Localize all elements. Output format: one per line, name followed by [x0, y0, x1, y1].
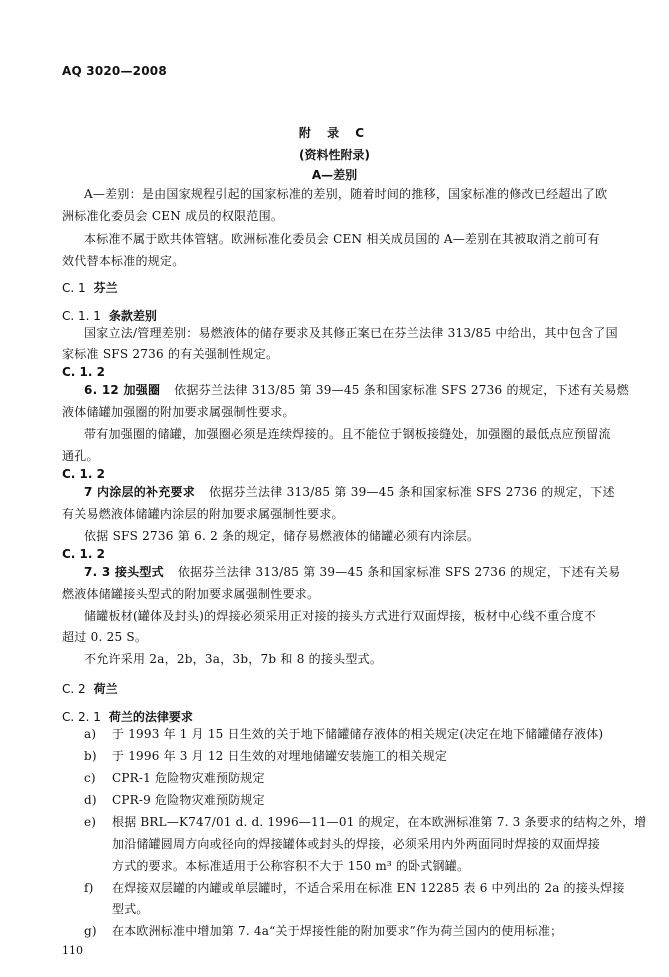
list-marker: g): [84, 924, 97, 938]
standard-code: AQ 3020—2008: [62, 64, 167, 78]
list-item-a: [84, 724, 603, 744]
section-number: C. 1. 2: [62, 467, 105, 481]
section-c12-heading-c: [62, 545, 105, 563]
intro-p1-line2: 洲标准化委员会 CEN 成员的权限范围。: [62, 209, 284, 223]
list-item-g: [84, 921, 562, 941]
c11-line2: 家标准 SFS 2736 的有关强制性规定。: [62, 347, 279, 361]
list-item-e: [84, 812, 646, 832]
list-item-c: [84, 768, 265, 788]
list-marker: d): [84, 793, 97, 807]
list-text: CPR-1 危险物灾难预防规定: [112, 771, 265, 785]
list-item-f-cont: 型式。: [112, 902, 149, 916]
section-number: C. 1. 2: [62, 365, 105, 379]
section-number: C. 1: [62, 281, 86, 295]
section-c12-heading-a: [62, 363, 105, 381]
appendix-heading: A—差别: [311, 168, 358, 182]
clause-73-p2-line1: 储罐板材(罐体及封头)的焊接必须采用正对接的接头方式进行双面焊接，板材中心线不重合度不: [84, 609, 597, 623]
list-text: 在焊接双层罐的内罐或单层罐时，不适合采用在标准 EN 12285 表 6 中列出的 2a 的接头焊接: [112, 881, 625, 895]
clause-label: 7. 3 接头型式: [84, 565, 164, 579]
section-number: C. 2: [62, 682, 86, 696]
section-number: C. 1. 2: [62, 547, 105, 561]
page-number: 110: [62, 944, 83, 957]
list-item-e-cont2: 方式的要求。本标准适用于公称容积不大于 150 m³ 的卧式钢罐。: [112, 859, 470, 873]
list-text: CPR-9 危险物灾难预防规定: [112, 793, 265, 807]
list-marker: a): [84, 727, 97, 741]
clause-612-p2-line1: 带有加强圈的储罐，加强圈必须是连续焊接的。且不能位于钢板接缝处，加强圈的最低点应预留流: [84, 427, 611, 441]
section-number: C. 1. 1: [62, 309, 101, 323]
list-text: 根据 BRL—K747/01 d. d. 1996—11—01 的规定，在本欧洲标准第 7. 3 条要求的结构之外，增: [112, 815, 647, 829]
list-text: 于 1993 年 1 月 15 日生效的关于地下储罐储存液体的相关规定(决定在地下储罐储存液体): [112, 727, 604, 741]
clause-612-line2: 液体储罐加强圈的附加要求属强制性要求。: [62, 405, 295, 419]
list-marker: e): [84, 815, 97, 829]
clause-7-p2: 依据 SFS 2736 第 6. 2 条的规定，储存易燃液体的储罐必须有内涂层。: [84, 529, 480, 543]
list-marker: c): [84, 771, 96, 785]
clause-73-p2-line2: 超过 0. 25 S。: [62, 630, 148, 644]
section-number: C. 2. 1: [62, 710, 101, 724]
clause-text: 依据芬兰法律 313/85 第 39—45 条和国家标准 SFS 2736 的规定，下述: [209, 485, 615, 499]
intro-p2-line1: 本标准不属于欧共体管辖。欧洲标准化委员会 CEN 相关成员国的 A—差别在其被取消之前可有: [84, 232, 600, 246]
section-title: 荷兰: [93, 682, 118, 696]
clause-612-line1: [84, 380, 629, 400]
clause-7-line2: 有关易燃液体储罐内涂层的附加要求属强制性要求。: [62, 507, 344, 521]
clause-text: 依据芬兰法律 313/85 第 39—45 条和国家标准 SFS 2736 的规定，下述有关易燃: [174, 383, 629, 397]
clause-73-line1: [84, 562, 620, 582]
intro-p2-line2: 效代替本标准的规定。: [62, 254, 185, 268]
section-c12-heading-b: [62, 465, 105, 483]
clause-73-p3: 不允许采用 2a，2b，3a，3b，7b 和 8 的接头型式。: [84, 652, 383, 666]
c11-line1: 国家立法/管理差别：易燃液体的储存要求及其修正案已在芬兰法律 313/85 中给出，其中包含了国: [84, 326, 618, 340]
section-title: 芬兰: [93, 281, 118, 295]
section-c2-heading: [62, 680, 118, 698]
appendix-title: 附 录 C: [298, 126, 371, 140]
list-item-f: [84, 878, 625, 898]
list-item-d: [84, 790, 265, 810]
list-marker: b): [84, 749, 97, 763]
clause-73-line2: 燃液体储罐接头型式的附加要求属强制性要求。: [62, 587, 320, 601]
clause-label: 7 内涂层的补充要求: [84, 485, 196, 499]
clause-text: 依据芬兰法律 313/85 第 39—45 条和国家标准 SFS 2736 的规定，下述有关易: [177, 565, 621, 579]
clause-612-p2-line2: 通孔。: [62, 449, 99, 463]
clause-label: 6. 12 加强圈: [84, 383, 161, 397]
clause-7-line1: [84, 482, 615, 502]
list-text: 在本欧洲标准中增加第 7. 4a“关于焊接性能的附加要求”作为荷兰国内的使用标准；: [112, 924, 563, 938]
list-marker: f): [84, 881, 94, 895]
list-item-e-cont1: 加沿储罐圆周方向或径向的焊接罐体或封头的焊接，必须采用内外两面同时焊接的双面焊接: [112, 837, 601, 851]
list-text: 于 1996 年 3 月 12 日生效的对埋地储罐安装施工的相关规定: [112, 749, 448, 763]
appendix-subtitle: (资料性附录): [299, 148, 370, 162]
list-item-b: [84, 746, 447, 766]
section-c1-heading: [62, 279, 118, 297]
intro-p1-line1: A—差别：是由国家规程引起的国家标准的差别，随着时间的推移，国家标准的修改已经超出了欧: [84, 187, 608, 201]
section-title: 条款差别: [108, 309, 157, 323]
section-title: 荷兰的法律要求: [108, 710, 193, 724]
